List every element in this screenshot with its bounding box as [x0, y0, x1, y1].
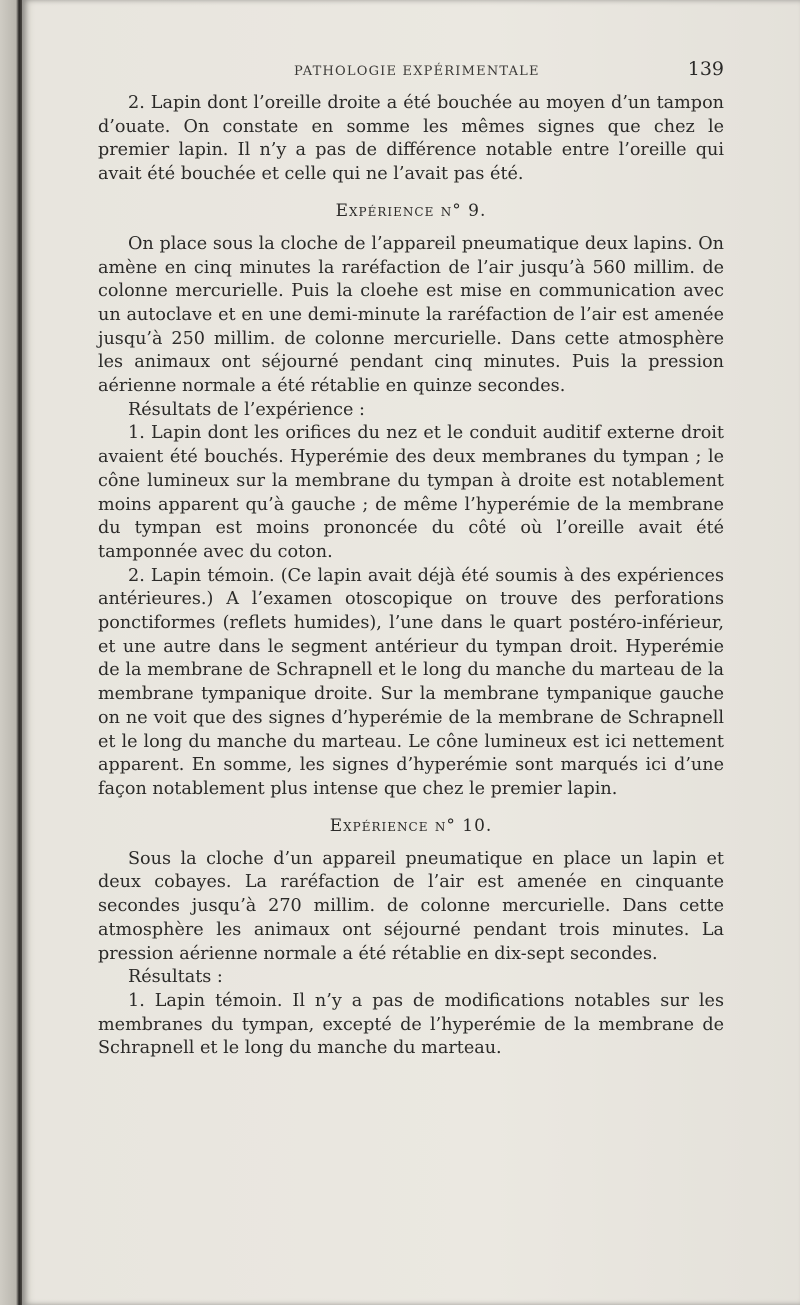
paragraph-resultat-lapin-temoin: 2. Lapin témoin. (Ce lapin avait déjà été soumis à des expériences antérieures.) A l’examen otoscopique on trouve des perforations ponctiformes (reflets humides), l’une dans le quart postéro-inférieur, et une autre dans le segment antérieur du tympan droit. Hyperémie de la membrane de Schrapnell et le long du manche du marteau de la membrane tympanique droite. Sur la membrane tympanique gauche on ne voit que des signes d’hyperémie de la membrane de Schrapnell et le long du manche du marteau. Le cône lumineux est ici nettement apparent. En somme, les signes d’hyperémie sont marqués ici d’une façon notablement plus intense que chez le premier lapin.: [98, 565, 724, 799]
page-header: [98, 52, 724, 92]
running-title: PATHOLOGIE EXPÉRIMENTALE: [294, 64, 540, 79]
page-content: [98, 52, 724, 1061]
page-number: 139: [687, 58, 724, 80]
paragraph-resultat-lapin-1: 1. Lapin dont les orifices du nez et le conduit auditif externe droit avaient été bouchés. Hyperémie des deux membranes du tympan ; le cône lumineux sur la membrane du tympan à droite est notablement moins apparent qu’à gauche ; de même l’hyperémie de la membrane du tympan est moins prononcée du côté où l’oreille avait été tamponnée avec du coton.: [98, 423, 724, 562]
paragraph-resultats-heading: Résultats de l’expérience :: [128, 399, 365, 420]
section-title-experience-9: Expérience n° 9.: [335, 200, 487, 221]
paragraph-experience-10-protocol: Sous la cloche d’un appareil pneumatique en place un lapin et deux cobayes. La raréfaction de l’air est amenée en cinquante secondes jusqu’à 270 millim. de colonne mercurielle. Dans cette atmosphère les animaux ont séjourné pendant trois minutes. La pression aérienne normale a été rétablie en dix-sept secondes.: [98, 848, 724, 964]
paragraph-resultats-label: Résultats :: [128, 967, 223, 988]
paragraph-resultat-lapin-temoin-10: 1. Lapin témoin. Il n’y a pas de modifications notables sur les membranes du tympan, excepté de l’hyperémie de la membrane de Schrapnell et le long du manche du marteau.: [98, 990, 724, 1059]
paragraph-experience-9-protocol: On place sous la cloche de l’appareil pneumatique deux lapins. On amène en cinq minutes la raréfaction de l’air jusqu’à 560 millim. de colonne mercurielle. Puis la cloehe est mise en communication avec un autoclave et en une demi-minute la raréfaction de l’air est amenée jusqu’à 250 millim. de colonne mercurielle. Dans cette atmosphère les animaux ont séjourné pendant cinq minutes. Puis la pression aérienne normale a été rétablie en quinze secondes.: [98, 233, 724, 397]
paragraph-lapin-2-oreille: 2. Lapin dont l’oreille droite a été bouchée au moyen d’un tampon d’ouate. On constate en somme les mêmes signes que chez le premier lapin. Il n’y a pas de différence notable entre l’oreille qui avait été bouchée et celle qui ne l’avait pas été.: [98, 93, 724, 185]
book-spine-shadow: [0, 0, 22, 1305]
book-page: [22, 0, 800, 1305]
section-title-experience-10: Expérience n° 10.: [329, 815, 493, 836]
